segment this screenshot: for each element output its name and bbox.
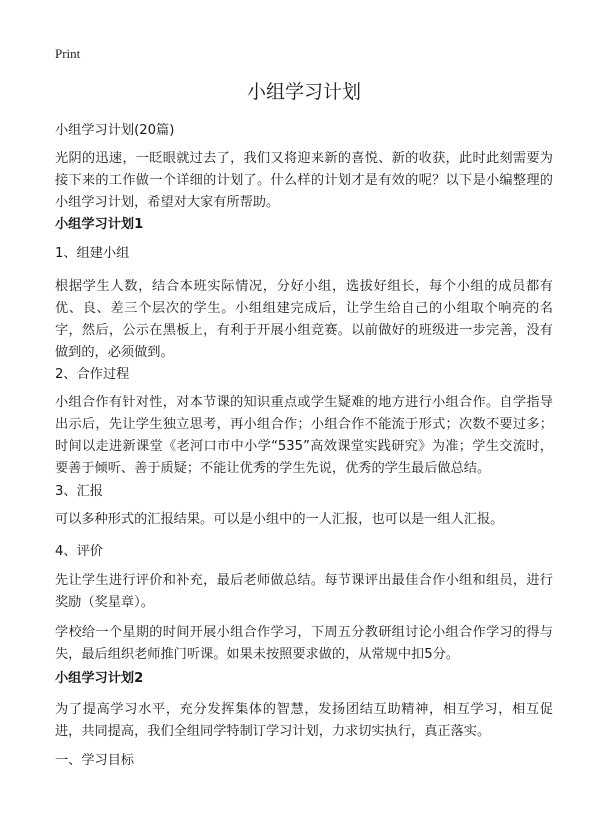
plan1-section1-text: 根据学生人数，结合本班实际情况，分好小组，选拔好组长，每个小组的成员都有优、良、差三个层次的学生。小组组建完成后，让学生给自己的小组取个响亮的名字，然后，公示在黑板上，有利于开展小组竞赛。以前做好的班级进一步完善，没有做到的，必须做到。 [55,279,553,360]
plan1-section2-title: 2、合作过程 [55,367,130,382]
plan2-intro: 为了提高学习水平，充分发挥集体的智慧，发扬团结互助精神，相互学习，相互促进，共同提高，我们全组同学特制订学习计划，力求切实执行，真正落实。 [55,702,553,739]
plan1-section2-text: 小组合作有针对性，对本节课的知识重点或学生疑难的地方进行小组合作。自学指导出示后，先让学生独立思考，再小组合作；小组合作不能流于形式；次数不要过多；时间以走进新课堂《老河口市中小学“535”高效课堂实践研究》为准；学生交流时，要善于倾听、善于质疑；不能让优秀的学生先说，优秀的学生最后做总结。 [55,395,553,476]
plan2-section1-title: 一、学习目标 [55,753,135,768]
subtitle: 小组学习计划(20篇) [55,123,175,138]
plan1-section3-title: 3、汇报 [55,484,103,499]
plan1-closing-paragraph: 学校给一个星期的时间开展小组合作学习，下周五分教研组讨论小组合作学习的得与失，最后组织老师推门听课。如果未按照要求做的，从常规中扣5分。 [55,625,553,662]
plan2-heading: 小组学习计划2 [55,671,144,686]
plan1-section3-text: 可以多种形式的汇报结果。可以是小组中的一人汇报，也可以是一组人汇报。 [55,512,504,527]
intro-paragraph: 光阴的迅速，一眨眼就过去了，我们又将迎来新的喜悦、新的收获，此时此刻需要为接下来的工作做一个详细的计划了。什么样的计划才是有效的呢？以下是小编整理的小组学习计划，希望对大家有所帮助。 [55,151,553,210]
plan1-section4-title: 4、评价 [55,544,103,559]
plan1-section4-text: 先让学生进行评价和补充，最后老师做总结。每节课评出最佳合作小组和组员，进行奖励（奖星章）。 [55,573,553,610]
page-title: 小组学习计划 [246,81,361,103]
plan1-heading: 小组学习计划1 [55,217,144,232]
print-link[interactable]: Print [55,46,81,61]
plan1-section1-title: 1、组建小组 [55,246,130,261]
